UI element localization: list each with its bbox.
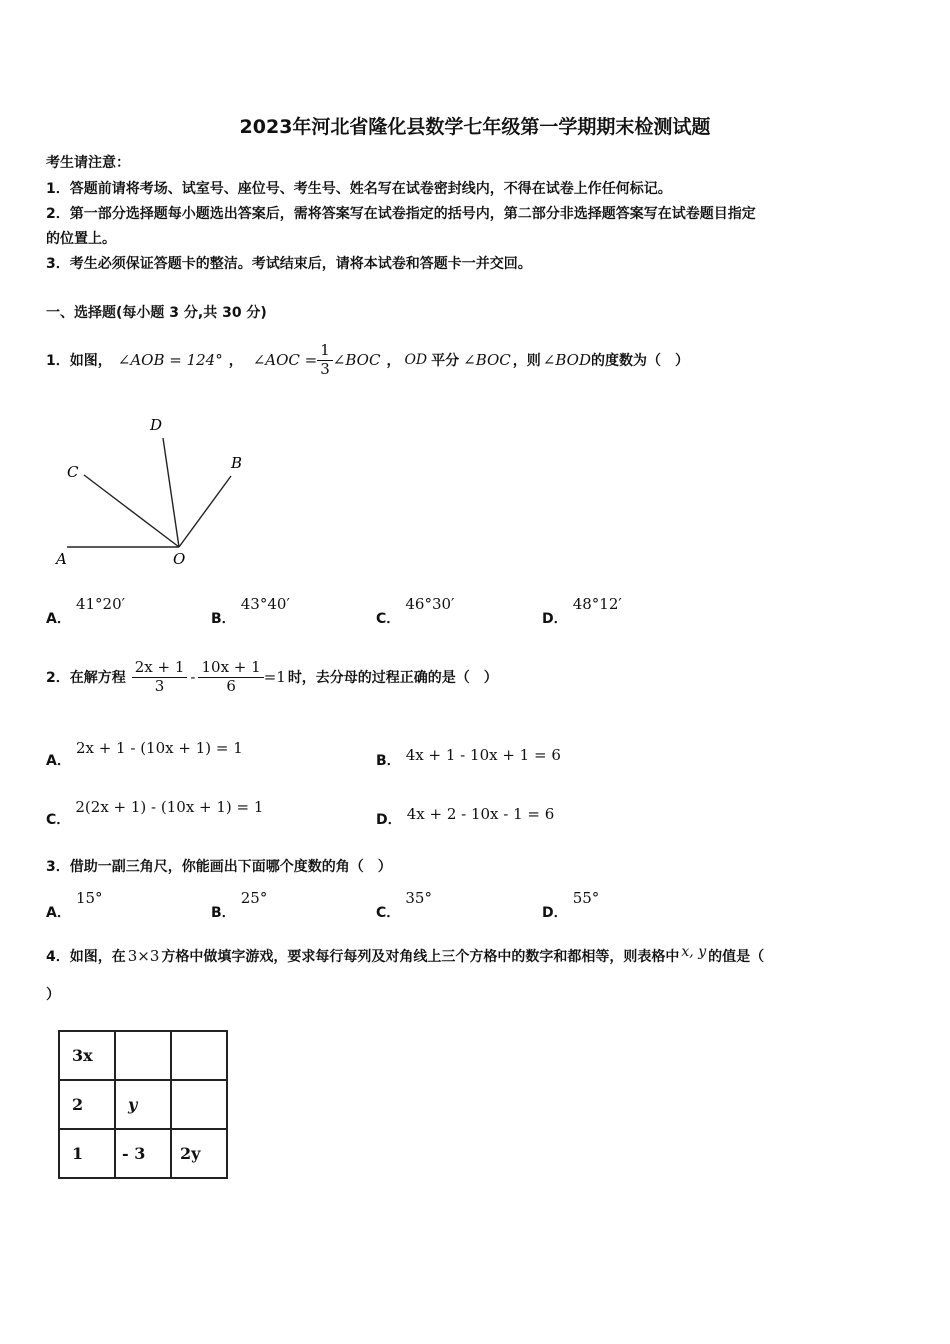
grid-cell xyxy=(115,1031,171,1080)
grid-cell: 2y xyxy=(171,1129,227,1178)
question-3: 3．借助一副三角尺，你能画出下面哪个度数的角（ ） xyxy=(46,859,392,875)
label-a: A xyxy=(56,550,67,568)
q1-option-a[interactable] xyxy=(46,594,126,627)
q2-option-d-letter: D． xyxy=(376,812,402,828)
q1-bod: ∠BOD xyxy=(542,351,591,369)
q2-option-c-value: 2(2x + 1) - (10x + 1) = 1 xyxy=(75,798,264,816)
q2-option-b-value: 4x + 1 - 10x + 1 = 6 xyxy=(405,746,561,764)
q1-cond1: ∠AOB = 124° xyxy=(117,351,223,369)
q1-option-d-value: 48°12′ xyxy=(572,595,622,613)
q1-fraction xyxy=(317,342,333,378)
grid-cell: y xyxy=(115,1080,171,1129)
q3-option-b-value: 25° xyxy=(240,889,268,907)
q4-text-c: 的值是（ xyxy=(708,949,765,965)
q4-text-a: 4．如图，在 xyxy=(46,949,126,965)
q1-od: OD xyxy=(404,352,428,368)
q2-option-d[interactable] xyxy=(376,804,555,828)
q2-option-a[interactable] xyxy=(46,738,243,769)
notice-item-3: 3．考生必须保证答题卡的整洁。考试结束后，请将本试卷和答题卡一并交回。 xyxy=(46,256,532,272)
question-2 xyxy=(46,652,498,702)
q2-option-d-value: 4x + 2 - 10x - 1 = 6 xyxy=(406,805,555,823)
q3-option-d-letter: D． xyxy=(542,905,568,921)
grid-cell xyxy=(171,1080,227,1129)
q2-option-b-letter: B． xyxy=(376,753,401,769)
q4-vars: x, y xyxy=(681,944,707,960)
q3-option-a-letter: A． xyxy=(46,905,71,921)
q1-option-d[interactable] xyxy=(542,594,622,627)
section-heading: 一、选择题(每小题 3 分,共 30 分) xyxy=(46,305,267,321)
label-c: C xyxy=(67,463,79,481)
label-o: O xyxy=(173,550,186,568)
grid-row xyxy=(59,1129,227,1178)
q1-text2: 平分 xyxy=(431,353,460,369)
magic-square-grid xyxy=(58,1030,228,1179)
q1-option-b-value: 43°40′ xyxy=(240,595,290,613)
q1-cond2-right: ∠BOC xyxy=(332,351,381,369)
q3-option-a[interactable] xyxy=(46,888,103,921)
q4-text-b: 方格中做填字游戏，要求每行每列及对角线上三个方格中的数字和都相等，则表格中 xyxy=(161,949,680,965)
q1-number: 1．如图， xyxy=(46,353,112,369)
q2-eq: =1 xyxy=(263,668,286,686)
q3-option-d[interactable] xyxy=(542,888,600,921)
q1-sep1: ， xyxy=(228,353,243,369)
q1-sep2: ， xyxy=(386,353,401,369)
q2-fraction-2 xyxy=(198,659,263,695)
q2-option-c[interactable] xyxy=(46,797,264,828)
q3-option-a-value: 15° xyxy=(75,889,103,907)
q1-option-d-letter: D． xyxy=(542,611,568,627)
grid-row xyxy=(59,1031,227,1080)
question-4 xyxy=(46,946,764,966)
q1-option-c[interactable] xyxy=(376,594,455,627)
notice-heading: 考生请注意： xyxy=(46,155,130,171)
q1-option-b[interactable] xyxy=(211,594,290,627)
q1-text3: ，则 xyxy=(512,353,541,369)
q1-cond2-left: ∠AOC = xyxy=(252,351,318,369)
notice-item-1: 1．答题前请将考场、试室号、座位号、考生号、姓名写在试卷密封线内，不得在试卷上作任何标记。 xyxy=(46,181,672,197)
notice-item-2: 2．第一部分选择题每小题选出答案后，需将答案写在试卷指定的括号内，第二部分非选择题答案写在试卷题目指定 xyxy=(46,206,756,222)
page-title: 2023年河北省隆化县数学七年级第一学期期末检测试题 xyxy=(239,116,711,138)
q1-option-a-letter: A． xyxy=(46,611,71,627)
q2-f1-den: 3 xyxy=(154,676,165,695)
q1-frac-num: 1 xyxy=(317,342,333,360)
q3-option-c-value: 35° xyxy=(405,889,432,907)
q3-option-b[interactable] xyxy=(211,888,268,921)
q3-option-c[interactable] xyxy=(376,888,432,921)
label-d: D xyxy=(150,416,163,434)
label-b: B xyxy=(231,454,243,472)
grid-cell: 3x xyxy=(59,1031,115,1080)
grid-cell xyxy=(171,1031,227,1080)
question-1 xyxy=(46,330,689,390)
q3-option-c-letter: C． xyxy=(376,905,401,921)
angle-figure xyxy=(45,405,265,580)
q2-number: 2．在解方程 xyxy=(46,670,126,686)
q2-option-a-letter: A． xyxy=(46,753,71,769)
q3-option-b-letter: B． xyxy=(211,905,236,921)
q4-text-d: ） xyxy=(46,987,60,1003)
q1-option-a-value: 41°20′ xyxy=(75,595,126,613)
grid-cell: 1 xyxy=(59,1129,115,1178)
q2-text: 时，去分母的过程正确的是（ ） xyxy=(287,670,498,686)
q2-option-c-letter: C． xyxy=(46,812,71,828)
q1-frac-den: 3 xyxy=(320,359,330,378)
grid-row xyxy=(59,1080,227,1129)
q2-f2-num: 10x + 1 xyxy=(198,659,263,677)
q1-text4: 的度数为（ ） xyxy=(591,353,689,369)
notice-item-2-cont: 的位置上。 xyxy=(46,231,116,247)
q2-f1-num: 2x + 1 xyxy=(132,659,188,677)
q1-option-b-letter: B． xyxy=(211,611,236,627)
q1-option-c-letter: C． xyxy=(376,611,401,627)
q3-option-d-value: 55° xyxy=(572,889,600,907)
grid-cell: - 3 xyxy=(115,1129,171,1178)
q4-size: 3×3 xyxy=(127,947,160,965)
q2-f2-den: 6 xyxy=(226,676,236,695)
q2-option-b[interactable] xyxy=(376,745,561,769)
q2-option-a-value: 2x + 1 - (10x + 1) = 1 xyxy=(75,739,243,757)
grid-cell: 2 xyxy=(59,1080,115,1129)
q2-minus: - xyxy=(190,668,196,686)
q1-option-c-value: 46°30′ xyxy=(405,595,455,613)
q1-boc: ∠BOC xyxy=(463,351,511,369)
q2-fraction-1 xyxy=(132,659,188,695)
